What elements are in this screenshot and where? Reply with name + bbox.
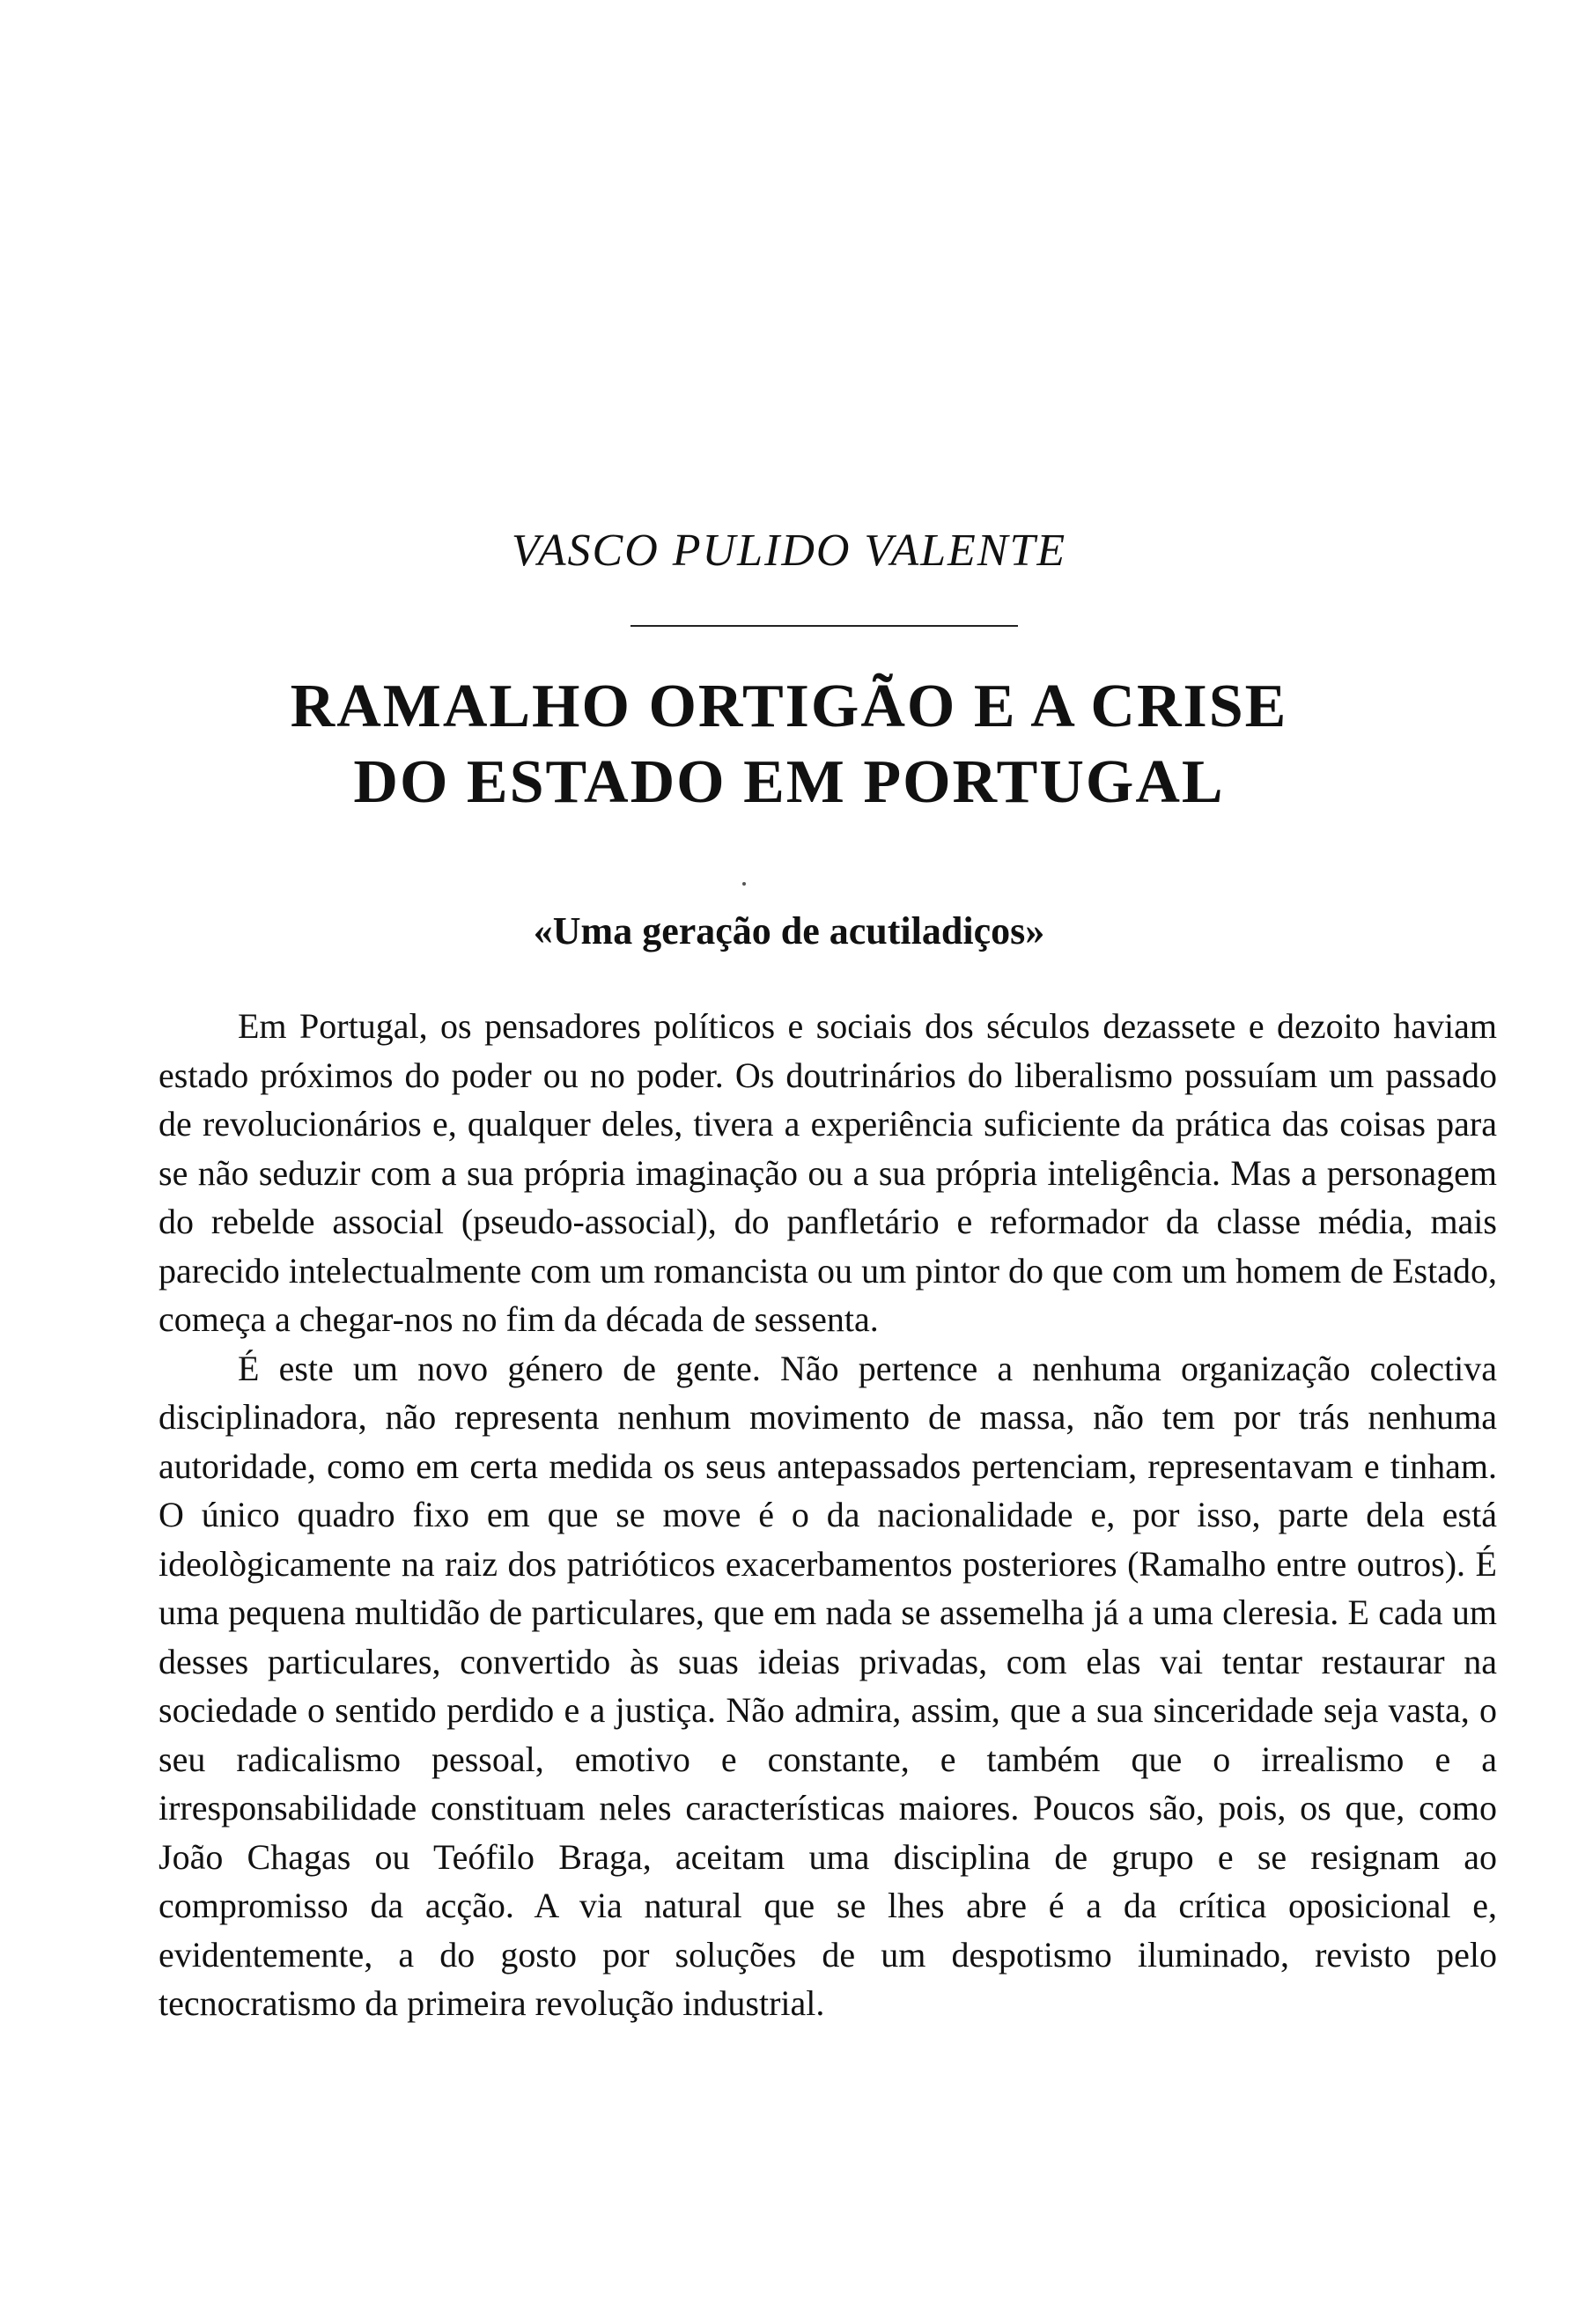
article-body: [159, 1002, 1497, 2028]
article-title-line-1: RAMALHO ORTIGÃO E A CRISE: [290, 673, 1288, 740]
paragraph-2: É este um novo género de gente. Não pertence a nenhuma organização colectiva disciplinadora, não representa nenhum movimento de massa, não tem por trás nenhuma autoridade, como em certa medida os seus antepassados pertenciam, representavam e tinham. O único quadro fixo em que se move é o da nacionalidade e, por isso, parte dela está ideològicamente na raiz dos patrióticos exacerbamentos posteriores (Ramalho entre outros). É uma pequena multidão de particulares, que em nada se assemelha já a uma cleresia. E cada um desses particulares, convertido às suas ideias privadas, com elas vai tentar restaurar na sociedade o sentido perdido e a justiça. Não admira, assim, que a sua sinceridade seja vasta, o seu radicalismo pessoal, emotivo e constante, e também que o irrealismo e a irresponsabilidade constituam neles características maiores. Poucos são, pois, os que, como João Chagas ou Teófilo Braga, aceitam uma disciplina de grupo e se resignam ao compromisso da acção. A via natural que se lhes abre é a da crítica oposicional e, evidentemente, a do gosto por soluções de um despotismo iluminado, revisto pelo tecnocratismo da primeira revolução industrial.: [159, 1348, 1497, 2023]
title-divider: [630, 625, 1018, 627]
article-title-line-2: DO ESTADO EM PORTUGAL: [353, 748, 1225, 816]
print-speck: [742, 882, 746, 886]
article-title: [0, 669, 1578, 820]
paragraph-1: Em Portugal, os pensadores políticos e sociais dos séculos dezassete e dezoito haviam estado próximos do poder ou no poder. Os doutrinários do liberalismo possuíam um passado de revolucionários e, qualquer deles, tivera a experiência suficiente da prática das coisas para se não seduzir com a sua própria imaginação ou a sua própria inteligência. Mas a personagem do rebelde associal (pseudo-associal), do panfletário e reformador da classe média, mais parecido intelectualmente com um romancista ou um pintor do que com um homem de Estado, começa a chegar-nos no fim da década de sessenta.: [159, 1006, 1497, 1339]
section-heading: «Uma geração de acutiladiços»: [533, 909, 1045, 952]
author-name: VASCO PULIDO VALENTE: [511, 526, 1067, 576]
